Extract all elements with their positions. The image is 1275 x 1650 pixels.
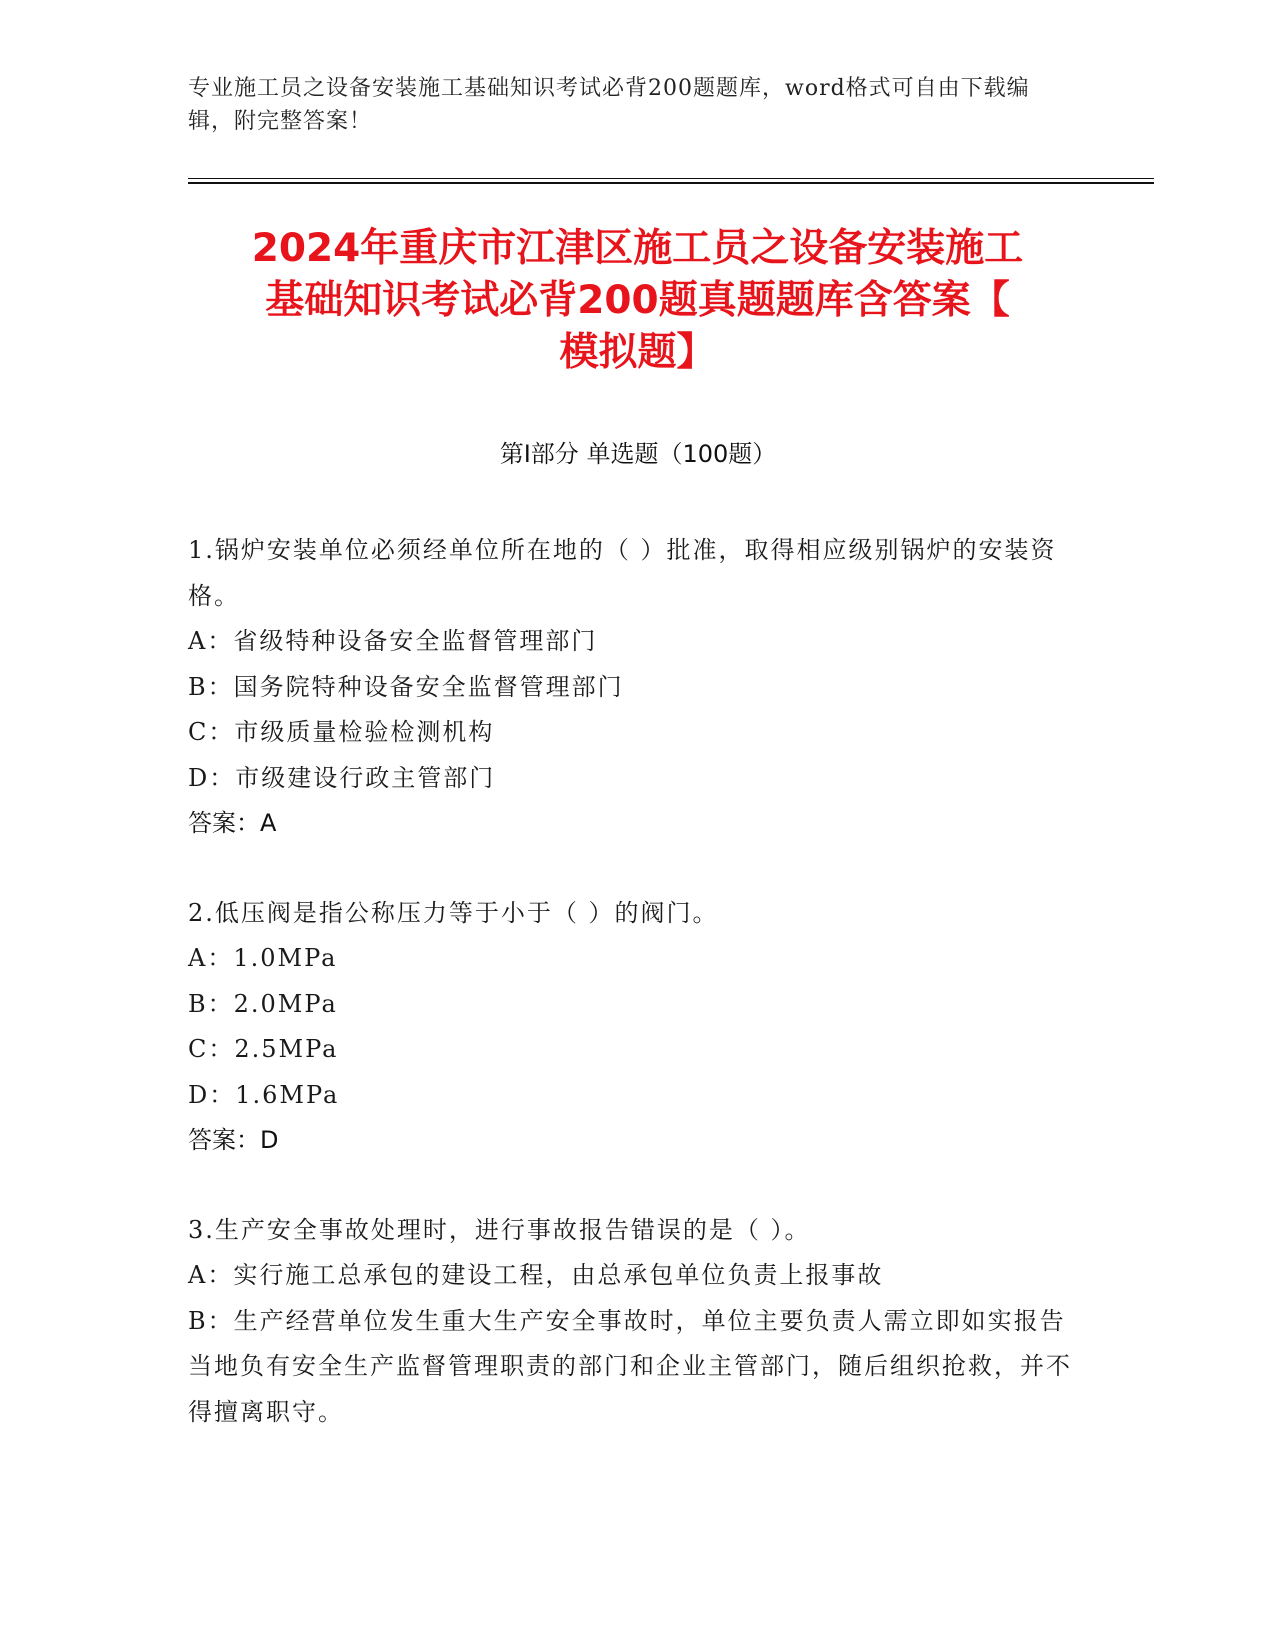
option-a: A：1.0MPa: [188, 944, 338, 972]
title-line: 2024年重庆市江津区施工员之设备安装施工: [251, 226, 1024, 271]
question-1: [188, 528, 1088, 847]
answer-line: 答案：A: [188, 809, 277, 837]
option-d: D：市级建设行政主管部门: [188, 763, 496, 792]
answer-line: 答案：D: [188, 1126, 279, 1154]
question-list: [188, 528, 1088, 1479]
document-title: [170, 223, 1105, 379]
option-c: C：市级质量检验检测机构: [188, 718, 495, 746]
option-b: B：生产经营单位发生重大生产安全事故时，单位主要负责人需立即如实报告当地负有安全生产监督管理职责的部门和企业主管部门，随后组织抢救，并不得擅离职守。: [188, 1306, 1072, 1426]
title-line: 模拟题】: [559, 330, 716, 375]
option-b: B：2.0MPa: [188, 989, 338, 1018]
option-a: A：实行施工总承包的建设工程，由总承包单位负责上报事故: [188, 1261, 884, 1289]
question-3: [188, 1208, 1088, 1436]
option-a: A：省级特种设备安全监督管理部门: [188, 627, 598, 655]
title-line: 基础知识考试必背200题真题题库含答案【: [265, 278, 1010, 323]
option-c: C：2.5MPa: [188, 1035, 339, 1063]
question-2: [188, 891, 1088, 1164]
header-divider-thin: [188, 178, 1154, 179]
question-stem: 2.低压阀是指公称压力等于小于（ ）的阀门。: [188, 898, 719, 927]
option-b: B：国务院特种设备安全监督管理部门: [188, 672, 624, 701]
question-stem: 1.锅炉安装单位必须经单位所在地的（ ）批准，取得相应级别锅炉的安装资格。: [188, 536, 1057, 610]
option-d: D：1.6MPa: [188, 1080, 340, 1109]
question-stem: 3.生产安全事故处理时，进行事故报告错误的是（ ）。: [188, 1215, 811, 1244]
header-note: 专业施工员之设备安装施工基础知识考试必背200题题库，word格式可自由下载编辑，附完整答案！: [188, 76, 1030, 134]
section-heading: 第Ⅰ部分 单选题（100题）: [499, 440, 777, 468]
header-divider-thick: [188, 182, 1154, 184]
